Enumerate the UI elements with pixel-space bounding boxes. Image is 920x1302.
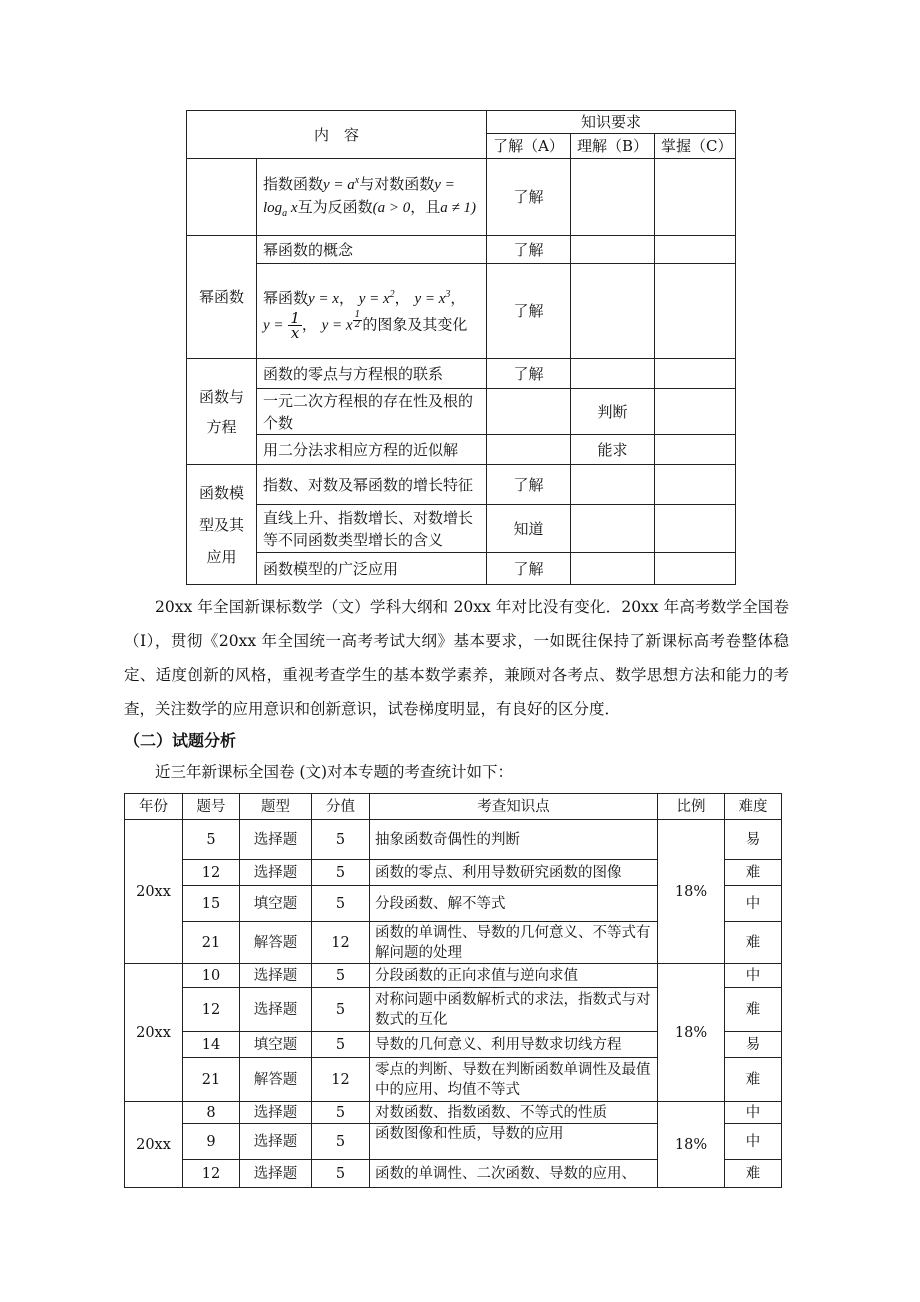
content-cell: 幂函数y = x， $y = x^2$， $y = x^3$， y = $\frac{1}{x}$ ， y = x $^{\frac{1}{2}}$ 的图象及其变化 [257, 264, 487, 359]
ratio-cell: 18% [658, 820, 725, 964]
level-c-cell [655, 389, 736, 435]
level-c-cell [655, 236, 736, 264]
type-cell: 解答题 [240, 1058, 312, 1102]
score-cell: 5 [312, 860, 370, 886]
level-c-cell [655, 264, 736, 359]
point-cell: 分段函数、解不等式 [370, 886, 658, 922]
header-content: 内 容 [187, 111, 487, 159]
lead-text: 近三年新课标全国卷 (文)对本专题的考查统计如下： [155, 763, 514, 781]
score-cell: 12 [312, 1058, 370, 1102]
content-cell: 一元二次方程根的存在性及根的个数 [257, 389, 487, 435]
level-a-cell: 了解 [487, 465, 571, 505]
level-a-cell: 知道 [487, 505, 571, 553]
level-a-cell: 了解 [487, 236, 571, 264]
score-cell: 5 [312, 988, 370, 1032]
level-b-cell [571, 159, 655, 236]
difficulty-cell: 中 [725, 1102, 782, 1124]
point-cell: 函数的单调性、二次函数、导数的应用、 [370, 1160, 658, 1188]
score-cell: 5 [312, 1160, 370, 1188]
difficulty-cell: 中 [725, 1124, 782, 1160]
difficulty-cell: 中 [725, 886, 782, 922]
level-a-cell [487, 435, 571, 465]
type-cell: 解答题 [240, 922, 312, 964]
content-cell: 函数模型的广泛应用 [257, 553, 487, 585]
difficulty-cell: 难 [725, 1160, 782, 1188]
level-a-cell [487, 389, 571, 435]
header-point: 考查知识点 [370, 794, 658, 820]
level-b-cell [571, 505, 655, 553]
point-cell: 抽象函数奇偶性的判断 [370, 820, 658, 860]
header-level-c: 掌握（C） [655, 134, 736, 159]
level-a-cell: 了解 [487, 264, 571, 359]
difficulty-cell: 难 [725, 1058, 782, 1102]
point-cell: 导数的几何意义、利用导数求切线方程 [370, 1032, 658, 1058]
number-cell: 12 [183, 860, 240, 886]
number-cell: 14 [183, 1032, 240, 1058]
score-cell: 5 [312, 886, 370, 922]
header-score: 分值 [312, 794, 370, 820]
level-c-cell [655, 505, 736, 553]
point-cell: 函数的单调性、导数的几何意义、不等式有解问题的处理 [370, 922, 658, 964]
point-cell: 分段函数的正向求值与逆向求值 [370, 964, 658, 988]
category-cell: 幂函数 [187, 236, 257, 359]
level-c-cell [655, 465, 736, 505]
header-level-a: 了解（A） [487, 134, 571, 159]
knowledge-requirements-table [186, 110, 736, 585]
year-cell: 20xx [125, 1102, 183, 1188]
level-a-cell: 了解 [487, 159, 571, 236]
number-cell: 5 [183, 820, 240, 860]
type-cell: 填空题 [240, 1032, 312, 1058]
score-cell: 5 [312, 1124, 370, 1160]
difficulty-cell: 难 [725, 860, 782, 886]
level-b-cell: 能求 [571, 435, 655, 465]
ratio-cell: 18% [658, 1102, 725, 1188]
level-c-cell [655, 159, 736, 236]
point-cell: 函数的零点、利用导数研究函数的图像 [370, 860, 658, 886]
type-cell: 选择题 [240, 1102, 312, 1124]
score-cell: 5 [312, 1032, 370, 1058]
number-cell: 8 [183, 1102, 240, 1124]
level-b-cell [571, 359, 655, 389]
level-b-cell [571, 553, 655, 585]
fraction-one-over-x: $\frac{1}{x}$ [290, 308, 300, 342]
number-cell: 21 [183, 922, 240, 964]
content-cell: 直线上升、指数增长、对数增长等不同函数类型增长的含义 [257, 505, 487, 553]
year-cell: 20xx [125, 820, 183, 964]
difficulty-cell: 易 [725, 820, 782, 860]
level-c-cell [655, 359, 736, 389]
content-cell: 指数、对数及幂函数的增长特征 [257, 465, 487, 505]
point-cell: 函数图像和性质，导数的应用 [370, 1124, 658, 1160]
exam-statistics-table [124, 793, 782, 1188]
type-cell: 选择题 [240, 1124, 312, 1160]
content-cell: 函数的零点与方程根的联系 [257, 359, 487, 389]
category-cell [187, 159, 257, 236]
number-cell: 12 [183, 988, 240, 1032]
difficulty-cell: 难 [725, 988, 782, 1032]
level-c-cell [655, 435, 736, 465]
level-c-cell [655, 553, 736, 585]
body-paragraph: 20xx 年全国新课标数学（文）学科大纲和 20xx 年对比没有变化．20xx 年高考数学全国卷（I），贯彻《20xx 年全国统一高考考试大纲》基本要求，一如既往保持了新课标高考卷整体稳定、适度创新的风格，重视考查学生的基本数学素养，兼顾对各考点、数学思想方法和能力的考查，关注数学的应用意识和创新意识，试卷梯度明显，有良好的区分度． [124, 598, 789, 718]
type-cell: 选择题 [240, 988, 312, 1032]
content-cell: 用二分法求相应方程的近似解 [257, 435, 487, 465]
score-cell: 5 [312, 1102, 370, 1124]
type-cell: 选择题 [240, 964, 312, 988]
category-cell: 函数与方程 [187, 359, 257, 465]
header-difficulty: 难度 [725, 794, 782, 820]
level-b-cell [571, 465, 655, 505]
type-cell: 选择题 [240, 1160, 312, 1188]
type-cell: 选择题 [240, 860, 312, 886]
number-cell: 15 [183, 886, 240, 922]
level-b-cell: 判断 [571, 389, 655, 435]
content-cell: 幂函数的概念 [257, 236, 487, 264]
score-cell: 12 [312, 922, 370, 964]
header-level-b: 理解（B） [571, 134, 655, 159]
difficulty-cell: 中 [725, 964, 782, 988]
level-b-cell [571, 264, 655, 359]
year-cell: 20xx [125, 964, 183, 1102]
header-year: 年份 [125, 794, 183, 820]
point-cell: 对数函数、指数函数、不等式的性质 [370, 1102, 658, 1124]
point-cell: 对称问题中函数解析式的求法，指数式与对数式的互化 [370, 988, 658, 1032]
score-cell: 5 [312, 964, 370, 988]
level-a-cell: 了解 [487, 359, 571, 389]
section-heading: （二）试题分析 [124, 731, 237, 750]
category-cell: 函数模型及其应用 [187, 465, 257, 585]
level-a-cell: 了解 [487, 553, 571, 585]
number-cell: 9 [183, 1124, 240, 1160]
number-cell: 10 [183, 964, 240, 988]
ratio-cell: 18% [658, 964, 725, 1102]
header-type: 题型 [240, 794, 312, 820]
level-b-cell [571, 236, 655, 264]
type-cell: 选择题 [240, 820, 312, 860]
difficulty-cell: 易 [725, 1032, 782, 1058]
number-cell: 12 [183, 1160, 240, 1188]
point-cell: 零点的判断、导数在判断函数单调性及最值中的应用、均值不等式 [370, 1058, 658, 1102]
content-cell: 指数函数$y = a^x$与对数函数$y = \log_a x$互为反函数(a > 0，且a ≠ 1) [257, 159, 487, 236]
header-number: 题号 [183, 794, 240, 820]
header-ratio: 比例 [658, 794, 725, 820]
difficulty-cell: 难 [725, 922, 782, 964]
score-cell: 5 [312, 820, 370, 860]
number-cell: 21 [183, 1058, 240, 1102]
header-knowledge: 知识要求 [487, 111, 736, 134]
type-cell: 填空题 [240, 886, 312, 922]
